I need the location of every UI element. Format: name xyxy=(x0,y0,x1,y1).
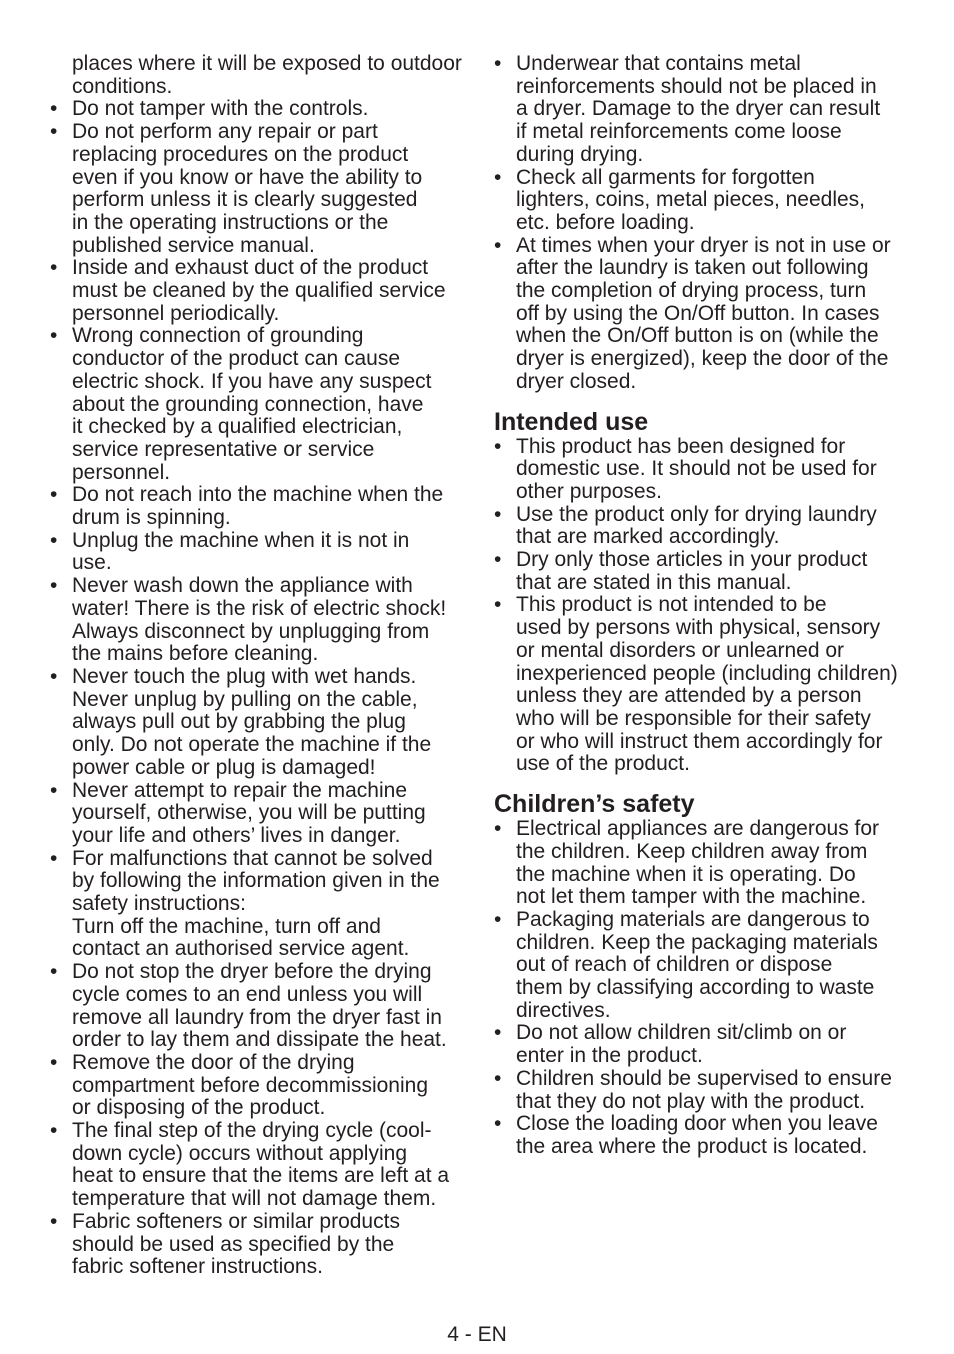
text-line: Do not stop the dryer before the drying xyxy=(72,960,432,984)
text-line: that they do not play with the product. xyxy=(516,1089,866,1113)
section-heading-childrens-safety: Children’s safety xyxy=(494,790,695,819)
text-line: Never wash down the appliance with xyxy=(72,574,413,598)
list-item xyxy=(50,848,470,962)
list-item xyxy=(50,325,470,484)
text-line: or who will instruct them accordingly for xyxy=(516,729,883,753)
text-line: domestic use. It should not be used for xyxy=(516,457,877,481)
text-line: the mains before cleaning. xyxy=(72,642,319,666)
list-item xyxy=(50,575,470,666)
intended-use-list xyxy=(494,436,918,777)
text-line: during drying. xyxy=(516,142,644,166)
text-line: a dryer. Damage to the dryer can result xyxy=(516,97,881,121)
bullet-icon: • xyxy=(50,1209,58,1233)
text-line: down cycle) occurs without applying xyxy=(72,1141,407,1165)
bullet-icon: • xyxy=(494,907,502,931)
list-item xyxy=(494,436,918,504)
text-line: Unplug the machine when it is not in xyxy=(72,528,410,552)
text-line: Packaging materials are dangerous to xyxy=(516,907,870,931)
text-line: off by using the On/Off button. In cases xyxy=(516,301,880,325)
text-line: Dry only those articles in your product xyxy=(516,548,868,572)
list-item xyxy=(494,818,918,909)
text-line: drum is spinning. xyxy=(72,506,231,530)
list-item xyxy=(494,167,918,235)
left-bullet-list xyxy=(50,98,470,1279)
text-line: unless they are attended by a person xyxy=(516,684,862,708)
text-line: personnel periodically. xyxy=(72,301,280,325)
text-line: that are marked accordingly. xyxy=(516,525,780,549)
text-line: used by persons with physical, sensory xyxy=(516,616,881,640)
bullet-icon: • xyxy=(50,120,58,144)
list-item xyxy=(50,1211,470,1279)
text-line: must be cleaned by the qualified service xyxy=(72,279,446,303)
text-line: the machine when it is operating. Do xyxy=(516,862,856,886)
bullet-icon: • xyxy=(50,483,58,507)
bullet-icon: • xyxy=(50,324,58,348)
bullet-icon: • xyxy=(494,1112,502,1136)
text-line: etc. before loading. xyxy=(516,210,695,234)
text-line: the area where the product is located. xyxy=(516,1134,868,1158)
bullet-icon: • xyxy=(494,434,502,458)
text-line: Fabric softeners or similar products xyxy=(72,1209,400,1233)
text-line: dryer is energized), keep the door of the xyxy=(516,347,889,371)
text-line: that are stated in this manual. xyxy=(516,570,792,594)
text-line: should be used as specified by the xyxy=(72,1232,395,1256)
bullet-icon: • xyxy=(50,1119,58,1143)
text-line: lighters, coins, metal pieces, needles, xyxy=(516,188,866,212)
bullet-icon: • xyxy=(494,1066,502,1090)
bullet-icon: • xyxy=(50,97,58,121)
text-line: places where it will be exposed to xyxy=(72,52,385,75)
text-line: always pull out by grabbing the plug xyxy=(72,710,406,734)
text-line: Never touch the plug with wet hands. xyxy=(72,664,417,688)
text-line: or mental disorders or unlearned or xyxy=(516,638,845,662)
list-item xyxy=(50,666,470,780)
text-line: At times when your dryer is not in use or xyxy=(516,233,891,257)
text-line: use. xyxy=(72,551,112,575)
text-line: For malfunctions that cannot be solved xyxy=(72,846,433,870)
list-item xyxy=(494,235,918,394)
right-column xyxy=(494,53,918,1159)
text-line: compartment before decommissioning xyxy=(72,1073,428,1097)
text-line: if metal reinforcements come loose xyxy=(516,120,842,144)
bullet-icon: • xyxy=(494,817,502,841)
text-line: Always disconnect by unplugging from xyxy=(72,619,430,643)
text-line: children. Keep the packaging materials xyxy=(516,930,878,954)
text-line: Check all garments for forgotten xyxy=(516,165,815,189)
text-line: water! There is the risk of electric shock! xyxy=(72,596,447,620)
text-line: out of reach of children or dispose xyxy=(516,953,833,977)
text-line: order to lay them and dissipate the heat. xyxy=(72,1028,447,1052)
text-line: perform unless it is clearly suggested xyxy=(72,188,418,212)
text-line: service representative or service xyxy=(72,437,375,461)
bullet-icon: • xyxy=(50,960,58,984)
text-line: Do not reach into the machine when the xyxy=(72,483,444,507)
text-line: Never unplug by pulling on the cable, xyxy=(72,687,418,711)
text-line: cycle comes to an end unless you will xyxy=(72,982,423,1006)
list-item xyxy=(494,504,918,549)
list-item xyxy=(50,961,470,1052)
left-column xyxy=(50,53,470,1279)
text-line: directives. xyxy=(516,998,611,1022)
text-line: temperature that will not damage them. xyxy=(72,1187,437,1211)
list-item xyxy=(50,1120,470,1211)
section-heading-intended-use: Intended use xyxy=(494,407,649,436)
text-line: use of the product. xyxy=(516,752,690,776)
list-item xyxy=(494,53,918,167)
bullet-icon: • xyxy=(494,593,502,617)
text-line: Never attempt to repair the machine xyxy=(72,778,407,802)
bullet-icon: • xyxy=(494,52,502,75)
text-line: The final step of the drying cycle (cool- xyxy=(72,1119,432,1143)
text-line: personnel. xyxy=(72,460,171,484)
text-line: Underwear that contains metal xyxy=(516,52,801,75)
text-line: Electrical appliances are dangerous for xyxy=(516,817,880,841)
text-line: outdoor conditions. xyxy=(72,52,462,98)
text-line: only. Do not operate the machine if the xyxy=(72,733,432,757)
text-line: the children. Keep children away from xyxy=(516,839,868,863)
bullet-icon: • xyxy=(494,165,502,189)
continuation-text xyxy=(50,53,470,98)
list-item xyxy=(50,121,470,257)
text-line: inexperienced people (including children) xyxy=(516,661,898,685)
bullet-icon: • xyxy=(50,574,58,598)
text-line: yourself, otherwise, you will be putting xyxy=(72,801,426,825)
text-line: your life and others’ lives in danger. xyxy=(72,823,401,847)
text-line: conductor of the product can cause xyxy=(72,347,401,371)
text-line: after the laundry is taken out following xyxy=(516,256,869,280)
text-line: Do not tamper with the controls. xyxy=(72,97,369,121)
list-item xyxy=(494,549,918,594)
list-item xyxy=(50,257,470,325)
text-line: when the On/Off button is on (while the xyxy=(516,324,879,348)
text-line: contact an authorised service agent. xyxy=(72,937,410,961)
text-line: Do not allow children sit/climb on or xyxy=(516,1021,847,1045)
text-line: Remove the door of the drying xyxy=(72,1050,355,1074)
bullet-icon: • xyxy=(50,1050,58,1074)
list-item xyxy=(50,1052,470,1120)
page-number: 4 - EN xyxy=(447,1323,507,1346)
list-item xyxy=(50,484,470,529)
text-line: electric shock. If you have any suspect xyxy=(72,369,432,393)
text-line: even if you know or have the ability to xyxy=(72,165,423,189)
text-line: dryer closed. xyxy=(516,369,637,393)
list-item xyxy=(494,1022,918,1067)
bullet-icon: • xyxy=(50,778,58,802)
right-bullet-list xyxy=(494,53,918,394)
list-item xyxy=(494,1068,918,1113)
list-item xyxy=(50,530,470,575)
bullet-icon: • xyxy=(50,256,58,280)
text-line: enter in the product. xyxy=(516,1044,703,1068)
text-line: Use the product only for drying laundry xyxy=(516,502,877,526)
bullet-icon: • xyxy=(50,846,58,870)
text-line: remove all laundry from the dryer fast in xyxy=(72,1005,442,1029)
text-line: heat to ensure that the items are left at a xyxy=(72,1164,450,1188)
text-line: it checked by a qualified electrician, xyxy=(72,415,403,439)
text-line: fabric softener instructions. xyxy=(72,1255,323,1279)
bullet-icon: • xyxy=(50,664,58,688)
text-line: not let them tamper with the machine. xyxy=(516,885,867,909)
text-line: by following the information given in the xyxy=(72,869,440,893)
text-line: Do not perform any repair or part xyxy=(72,120,378,144)
text-line: other purposes. xyxy=(516,479,662,503)
text-line: the completion of drying process, turn xyxy=(516,279,867,303)
text-line: This product has been designed for xyxy=(516,434,846,458)
text-line: reinforcements should not be placed in xyxy=(516,74,877,98)
bullet-icon: • xyxy=(494,502,502,526)
text-line: in the operating instructions or the xyxy=(72,210,389,234)
text-line: Turn off the machine, turn off and xyxy=(72,914,381,938)
list-item xyxy=(50,98,470,121)
list-item xyxy=(494,1113,918,1158)
list-item xyxy=(494,909,918,1023)
list-item xyxy=(50,780,470,848)
bullet-icon: • xyxy=(50,528,58,552)
text-line: who will be responsible for their safety xyxy=(516,706,871,730)
childrens-safety-list xyxy=(494,818,918,1159)
text-line: or disposing of the product. xyxy=(72,1096,326,1120)
text-line: Inside and exhaust duct of the product xyxy=(72,256,429,280)
list-item xyxy=(494,594,918,776)
text-line: about the grounding connection, have xyxy=(72,392,424,416)
bullet-icon: • xyxy=(494,548,502,572)
text-line: Close the loading door when you leave xyxy=(516,1112,878,1136)
text-line: safety instructions: xyxy=(72,892,246,916)
text-line: them by classifying according to waste xyxy=(516,976,875,1000)
text-line: This product is not intended to be xyxy=(516,593,827,617)
text-line: Wrong connection of grounding xyxy=(72,324,364,348)
text-line: published service manual. xyxy=(72,233,315,257)
text-line: Children should be supervised to ensure xyxy=(516,1066,892,1090)
text-line: replacing procedures on the product xyxy=(72,142,409,166)
text-line: power cable or plug is damaged! xyxy=(72,755,376,779)
bullet-icon: • xyxy=(494,1021,502,1045)
bullet-icon: • xyxy=(494,233,502,257)
